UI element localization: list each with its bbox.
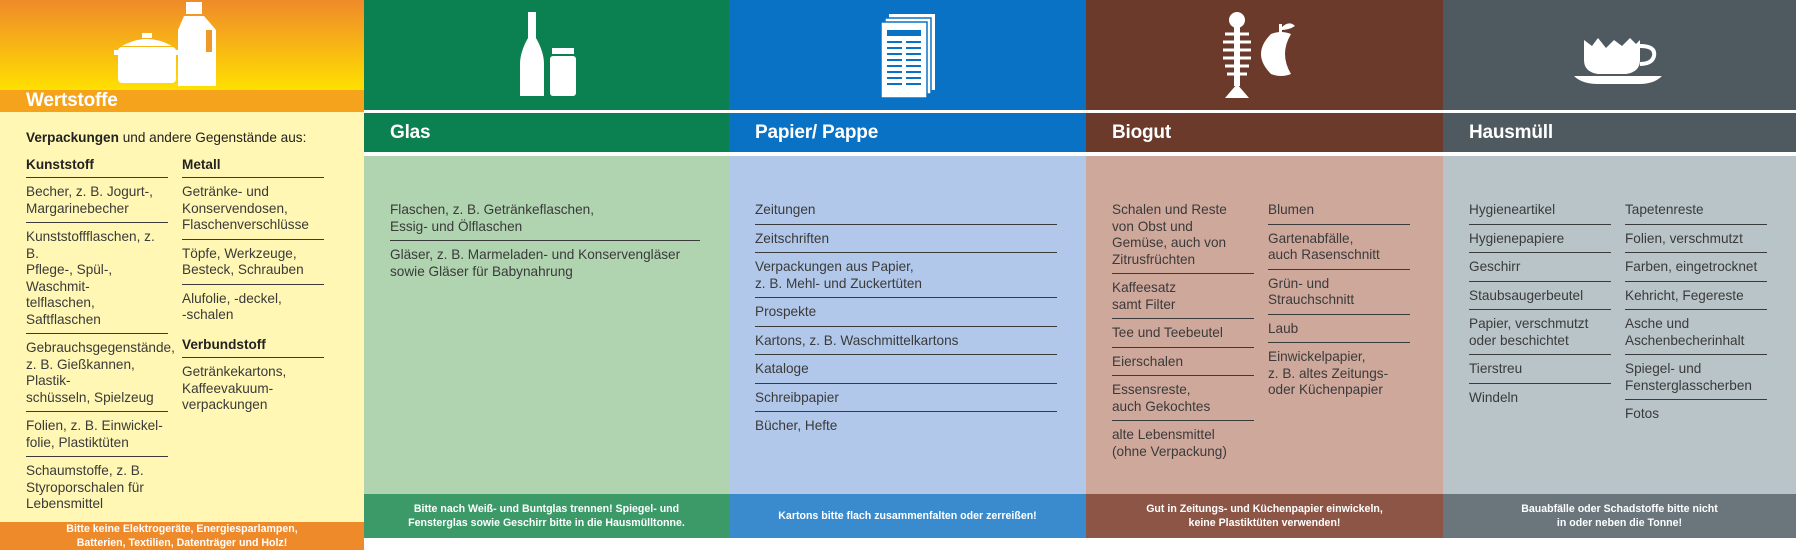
list-item: Farben, eingetrocknet: [1625, 257, 1767, 282]
list-item: Kunststoffflaschen, z. B. Pflege-, Spül-, Waschmit- telflaschen, Saftflaschen: [26, 227, 168, 334]
cooking-pot-icon: [112, 0, 252, 90]
list-item: Blumen: [1268, 200, 1410, 225]
list-item: Flaschen, z. B. Getränkeflaschen, Essig- und Ölflaschen: [390, 200, 700, 241]
column-biogut: [1086, 0, 1443, 538]
list-item: Prospekte: [755, 302, 1057, 327]
icon-band-papier: [729, 0, 1086, 110]
footer-note-papier: Kartons bitte flach zusammenfalten oder zerreißen!: [729, 494, 1086, 538]
list-item: Tapetenreste: [1625, 200, 1767, 225]
column-papier: [729, 0, 1086, 538]
list-item: Kehricht, Fegereste: [1625, 286, 1767, 311]
icon-band-glas: [364, 0, 729, 110]
body-hausmuell: [1443, 156, 1796, 494]
list-item: Laub: [1268, 319, 1410, 344]
icon-band-wertstoffe: [0, 0, 364, 90]
list-item: Zeitungen: [755, 200, 1057, 225]
fish-bone-icon: [1215, 10, 1315, 100]
list-item: Essensreste, auch Gekochtes: [1112, 380, 1254, 421]
list-item: Gläser, z. B. Marmeladen- und Konservengläser sowie Gläser für Babynahrung: [390, 247, 681, 279]
list-item: Bücher, Hefte: [755, 418, 838, 433]
glass-bottle-icon: [512, 10, 582, 100]
footer-note-wertstoffe: Bitte keine Elektrogeräte, Energiesparlampen, Batterien, Textilien, Datenträger und Holz!: [0, 522, 364, 550]
list-item: Becher, z. B. Jogurt-, Margarinebecher: [26, 182, 168, 223]
footer-note-biogut: Gut in Zeitungs- und Küchenpapier einwickeln, keine Plastiktüten verwenden!: [1086, 494, 1443, 538]
column-hausmuell: [1443, 0, 1796, 538]
list-item: Alufolie, -deckel, -schalen: [182, 290, 282, 322]
group-kunststoff: [26, 155, 175, 522]
group-heading-metall: Metall: [182, 155, 324, 179]
list-item: Schalen und Reste von Obst und Gemüse, auch von Zitrusfrüchten: [1112, 200, 1254, 274]
list-item: Grün- und Strauchschnitt: [1268, 274, 1410, 315]
list-item: Hygienepapiere: [1469, 229, 1611, 254]
list-item: Verpackungen aus Papier, z. B. Mehl- und Zuckertüten: [755, 257, 1057, 298]
group-metall: [182, 155, 324, 522]
icon-band-biogut: [1086, 0, 1443, 110]
column-title-glas: Glas: [364, 113, 729, 152]
list-item: alte Lebensmittel (ohne Verpackung): [1112, 427, 1227, 459]
list-item: Eierschalen: [1112, 352, 1254, 377]
list-item: Windeln: [1469, 389, 1519, 405]
list-item: Getränke- und Konservendosen, Flaschenverschlüsse: [182, 182, 324, 240]
list-item: Kataloge: [755, 359, 1057, 384]
body-biogut: [1086, 156, 1443, 494]
list-item: Hygieneartikel: [1469, 200, 1611, 225]
group-heading-kunststoff: Kunststoff: [26, 155, 168, 179]
footer-note-glas: Bitte nach Weiß- und Buntglas trennen! Spiegel- und Fensterglas sowie Geschirr bitte in die Hausmülltonne.: [364, 494, 729, 538]
broken-cup-icon: [1570, 10, 1670, 100]
list-item: Schreibpapier: [755, 388, 1057, 413]
icon-band-hausmuell: [1443, 0, 1796, 110]
group-heading-verbundstoff: Verbundstoff: [182, 335, 324, 359]
list-item: Einwickelpapier, z. B. altes Zeitungs- oder Küchenpapier: [1268, 349, 1389, 397]
list-item: Zeitschriften: [755, 229, 1057, 254]
column-wertstoffe: [0, 0, 364, 549]
list-item: Spiegel- und Fensterglasscherben: [1625, 359, 1767, 400]
list-item: Folien, verschmutzt: [1625, 229, 1767, 254]
list-item: Papier, verschmutzt oder beschichtet: [1469, 314, 1611, 355]
list-item: Asche und Aschenbecherinhalt: [1625, 314, 1767, 355]
column-title-papier: Papier/ Pappe: [729, 113, 1086, 152]
column-title-hausmuell: Hausmüll: [1443, 113, 1796, 152]
list-item: Schaumstoffe, z. B. Styroporschalen für Lebensmittel: [26, 463, 144, 511]
body-wertstoffe: [0, 112, 364, 522]
list-item: Getränkekartons, Kaffeevakuum- verpackungen: [182, 364, 287, 412]
list-item: Staubsaugerbeutel: [1469, 286, 1611, 311]
list-item: Tee und Teebeutel: [1112, 323, 1254, 348]
column-title-wertstoffe: Wertstoffe: [0, 90, 364, 112]
list-item: Fotos: [1625, 406, 1659, 421]
list-item: Kartons, z. B. Waschmittelkartons: [755, 331, 1057, 356]
newspaper-icon: [873, 10, 943, 100]
list-item: Folien, z. B. Einwickel- folie, Plastiktüten: [26, 416, 168, 457]
footer-note-hausmuell: Bauabfälle oder Schadstoffe bitte nicht in oder neben die Tonne!: [1443, 494, 1796, 538]
intro-text: Verpackungen und andere Gegenstände aus:: [26, 130, 307, 145]
body-papier: [729, 156, 1086, 494]
column-glas: [364, 0, 729, 538]
body-glas: [364, 156, 729, 494]
list-item: Geschirr: [1469, 257, 1611, 282]
list-item: Tierstreu: [1469, 359, 1611, 384]
list-item: Töpfe, Werkzeuge, Besteck, Schrauben: [182, 244, 324, 285]
column-title-biogut: Biogut: [1086, 113, 1443, 152]
list-item: Gartenabfälle, auch Rasenschnitt: [1268, 229, 1410, 270]
list-item: Kaffeesatz samt Filter: [1112, 278, 1254, 319]
list-item: Gebrauchsgegenstände, z. B. Gießkannen, Plastik- schüsseln, Spielzeug: [26, 338, 168, 412]
